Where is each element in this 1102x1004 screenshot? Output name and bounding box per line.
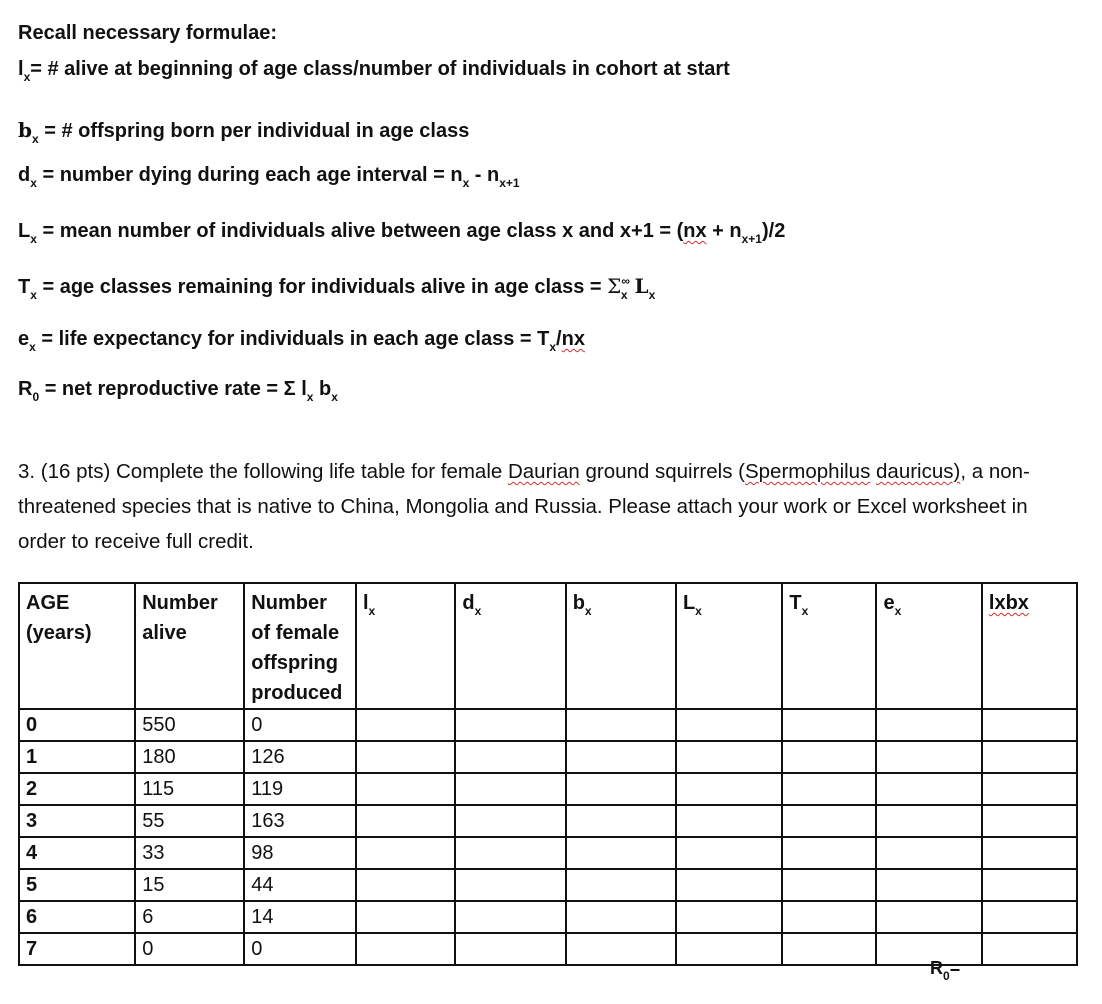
header-ex: $e_x$ [876, 583, 981, 709]
number-alive-cell: 6 [135, 901, 244, 933]
offspring-cell: 0 [244, 709, 356, 741]
header-Tx: $T_x$ [782, 583, 876, 709]
ex-input-cell[interactable] [876, 741, 981, 773]
table-row [19, 805, 1077, 837]
ex-input-cell[interactable] [876, 805, 981, 837]
formula-Tx: $T_x$ = age classes remaining for individuals alive in age class = $\Sigma^\infty_x$ $L_x$ [18, 274, 656, 302]
bx-input-cell[interactable] [566, 741, 676, 773]
dx-input-cell[interactable] [455, 901, 565, 933]
number-alive-cell: 115 [135, 773, 244, 805]
table-row [19, 869, 1077, 901]
Tx-input-cell[interactable] [782, 837, 876, 869]
offspring-cell: 163 [244, 805, 356, 837]
age-cell: 5 [19, 869, 135, 901]
ex-input-cell[interactable] [876, 709, 981, 741]
Lx-input-cell[interactable] [676, 901, 782, 933]
lx-input-cell[interactable] [356, 805, 455, 837]
number-alive-cell: 15 [135, 869, 244, 901]
header-number-alive: Number alive [135, 583, 244, 709]
number-alive-cell: 0 [135, 933, 244, 965]
Tx-input-cell[interactable] [782, 805, 876, 837]
table-row [19, 933, 1077, 965]
bx-input-cell[interactable] [566, 837, 676, 869]
formula-Lx: $L_x$ = mean number of individuals alive between age class x and $x+1 = (nx + n_{x+1})/2$ [18, 220, 786, 246]
age-cell: 3 [19, 805, 135, 837]
lxbx-input-cell[interactable] [982, 837, 1077, 869]
table-row [19, 709, 1077, 741]
header-lxbx: lxbx [982, 583, 1077, 709]
formula-dx: $d_x$ = number dying during each age interval = $n_x - n_{x+1}$ [18, 164, 520, 190]
formula-R0: $R_0$ = net reproductive rate = Σ $l_x$ $b_x$ [18, 378, 338, 404]
lx-input-cell[interactable] [356, 837, 455, 869]
lxbx-input-cell[interactable] [982, 709, 1077, 741]
number-alive-cell: 550 [135, 709, 244, 741]
dx-input-cell[interactable] [455, 933, 565, 965]
lx-input-cell[interactable] [356, 709, 455, 741]
lxbx-input-cell[interactable] [982, 869, 1077, 901]
age-cell: 2 [19, 773, 135, 805]
dx-input-cell[interactable] [455, 773, 565, 805]
lx-input-cell[interactable] [356, 869, 455, 901]
Lx-input-cell[interactable] [676, 773, 782, 805]
Tx-input-cell[interactable] [782, 741, 876, 773]
lxbx-input-cell[interactable] [982, 741, 1077, 773]
lxbx-input-cell[interactable] [982, 901, 1077, 933]
number-alive-cell: 180 [135, 741, 244, 773]
Tx-input-cell[interactable] [782, 901, 876, 933]
r0-label: $R_0=$ [930, 958, 961, 983]
Tx-input-cell[interactable] [782, 933, 876, 965]
offspring-cell: 14 [244, 901, 356, 933]
lx-input-cell[interactable] [356, 901, 455, 933]
question-text: 3. (16 pts) Complete the following life table for female Daurian ground squirrels (Spermophilus dauricus), a non-threatened species that is native to China, Mongolia and Russia. Please attach your work or Excel worksheet in order to receive full credit. [18, 460, 1030, 553]
offspring-cell: 44 [244, 869, 356, 901]
ex-input-cell[interactable] [876, 837, 981, 869]
header-offspring: Number of female offspring produced [244, 583, 356, 709]
Lx-input-cell[interactable] [676, 869, 782, 901]
age-cell: 1 [19, 741, 135, 773]
table-row [19, 773, 1077, 805]
header-lx: $l_x$ [356, 583, 455, 709]
lx-input-cell[interactable] [356, 933, 455, 965]
header-age: AGE (years) [19, 583, 135, 709]
dx-input-cell[interactable] [455, 709, 565, 741]
lxbx-input-cell[interactable] [982, 933, 1077, 965]
bx-input-cell[interactable] [566, 805, 676, 837]
header-bx: $b_x$ [566, 583, 676, 709]
table-row [19, 837, 1077, 869]
Lx-input-cell[interactable] [676, 741, 782, 773]
formula-ex: $e_x$ = life expectancy for individuals in each age class = $T_x/nx$ [18, 328, 585, 354]
bx-input-cell[interactable] [566, 709, 676, 741]
formula-lx: $l_x=$ # alive at beginning of age class/number of individuals in cohort at start [18, 58, 730, 84]
dx-input-cell[interactable] [455, 837, 565, 869]
offspring-cell: 0 [244, 933, 356, 965]
number-alive-cell: 33 [135, 837, 244, 869]
header-dx: $d_x$ [455, 583, 565, 709]
lxbx-input-cell[interactable] [982, 773, 1077, 805]
table-header-row [19, 583, 1077, 709]
bx-input-cell[interactable] [566, 869, 676, 901]
life-table [18, 582, 1078, 966]
lxbx-input-cell[interactable] [982, 805, 1077, 837]
lx-input-cell[interactable] [356, 773, 455, 805]
formula-bx: $b_x$ = # offspring born per individual in age class [18, 118, 470, 146]
number-alive-cell: 55 [135, 805, 244, 837]
offspring-cell: 119 [244, 773, 356, 805]
table-row [19, 741, 1077, 773]
Lx-input-cell[interactable] [676, 709, 782, 741]
Tx-input-cell[interactable] [782, 773, 876, 805]
Tx-input-cell[interactable] [782, 869, 876, 901]
bx-input-cell[interactable] [566, 773, 676, 805]
age-cell: 7 [19, 933, 135, 965]
header-Lx: $L_x$ [676, 583, 782, 709]
offspring-cell: 126 [244, 741, 356, 773]
Lx-input-cell[interactable] [676, 837, 782, 869]
bx-input-cell[interactable] [566, 933, 676, 965]
dx-input-cell[interactable] [455, 741, 565, 773]
dx-input-cell[interactable] [455, 805, 565, 837]
offspring-cell: 98 [244, 837, 356, 869]
bx-input-cell[interactable] [566, 901, 676, 933]
Lx-input-cell[interactable] [676, 805, 782, 837]
dx-input-cell[interactable] [455, 869, 565, 901]
age-cell: 6 [19, 901, 135, 933]
formulae-heading: Recall necessary formulae: [18, 22, 278, 44]
age-cell: 4 [19, 837, 135, 869]
age-cell: 0 [19, 709, 135, 741]
Tx-input-cell[interactable] [782, 709, 876, 741]
table-row [19, 901, 1077, 933]
lx-input-cell[interactable] [356, 741, 455, 773]
ex-input-cell[interactable] [876, 901, 981, 933]
ex-input-cell[interactable] [876, 773, 981, 805]
ex-input-cell[interactable] [876, 869, 981, 901]
Lx-input-cell[interactable] [676, 933, 782, 965]
